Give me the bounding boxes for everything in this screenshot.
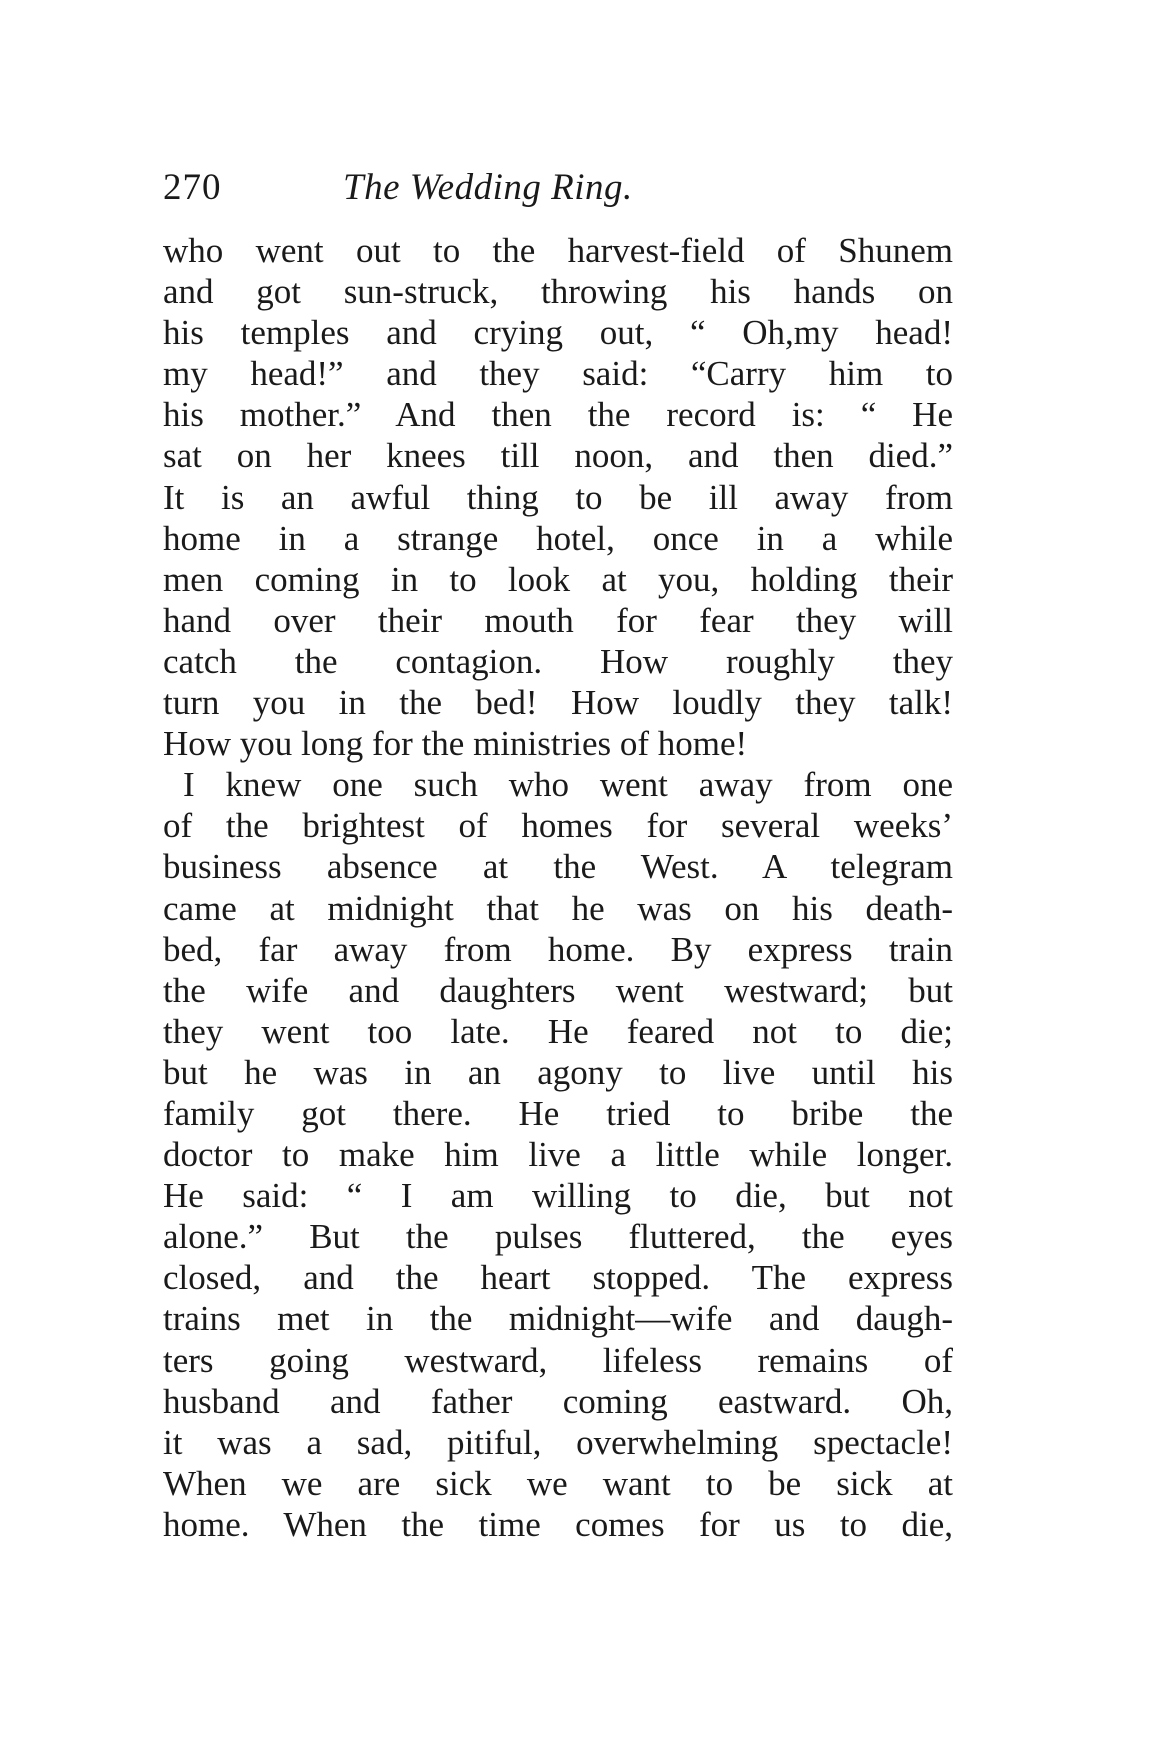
text-line: He said: “ I am willing to die, but not xyxy=(163,1176,953,1216)
running-title: The Wedding Ring. xyxy=(343,167,633,208)
paragraph-first-line: I knew one such who went away from one xyxy=(183,765,953,805)
text-line: husband and father coming eastward. Oh, xyxy=(163,1381,953,1421)
text-line: doctor to make him live a little while longer. xyxy=(163,1135,953,1175)
text-line: alone.” But the pulses fluttered, the eyes xyxy=(163,1217,953,1257)
text-line: sat on her knees till noon, and then died.” xyxy=(163,436,953,476)
text-line: turn you in the bed! How loudly they talk! xyxy=(163,683,953,723)
text-line: and got sun-struck, throwing his hands on xyxy=(163,272,953,312)
text-line: ters going westward, lifeless remains of xyxy=(163,1340,953,1380)
text-line: they went too late. He feared not to die; xyxy=(163,1011,953,1051)
text-line: trains met in the midnight—wife and daugh- xyxy=(163,1299,953,1339)
page-number: 270 xyxy=(163,167,222,208)
text-line: bed, far away from home. By express train xyxy=(163,929,953,969)
text-line: came at midnight that he was on his death- xyxy=(163,888,953,928)
text-line: How you long for the ministries of home! xyxy=(163,724,748,764)
text-line: men coming in to look at you, holding their xyxy=(163,559,953,599)
text-line: business absence at the West. A telegram xyxy=(163,847,953,887)
text-line: of the brightest of homes for several weeks’ xyxy=(163,806,953,846)
text-line: home. When the time comes for us to die, xyxy=(163,1504,953,1544)
body-text xyxy=(163,230,953,1545)
text-line: home in a strange hotel, once in a while xyxy=(163,518,953,558)
text-line: It is an awful thing to be ill away from xyxy=(163,477,953,517)
text-line: who went out to the harvest-field of Shunem xyxy=(163,231,953,270)
text-line: it was a sad, pitiful, overwhelming spectacle! xyxy=(163,1422,953,1462)
text-line: When we are sick we want to be sick at xyxy=(163,1463,953,1503)
text-line: the wife and daughters went westward; but xyxy=(163,970,953,1010)
text-line: hand over their mouth for fear they will xyxy=(163,600,953,640)
text-line: family got there. He tried to bribe the xyxy=(163,1093,953,1133)
text-line: but he was in an agony to live until his xyxy=(163,1052,953,1092)
text-line: his temples and crying out, “ Oh,my head! xyxy=(163,313,953,353)
text-line: his mother.” And then the record is: “ He xyxy=(163,395,953,435)
text-line: my head!” and they said: “Carry him to xyxy=(163,354,953,394)
text-line: catch the contagion. How roughly they xyxy=(163,641,953,681)
text-line: closed, and the heart stopped. The express xyxy=(163,1258,953,1298)
running-head xyxy=(163,163,963,213)
